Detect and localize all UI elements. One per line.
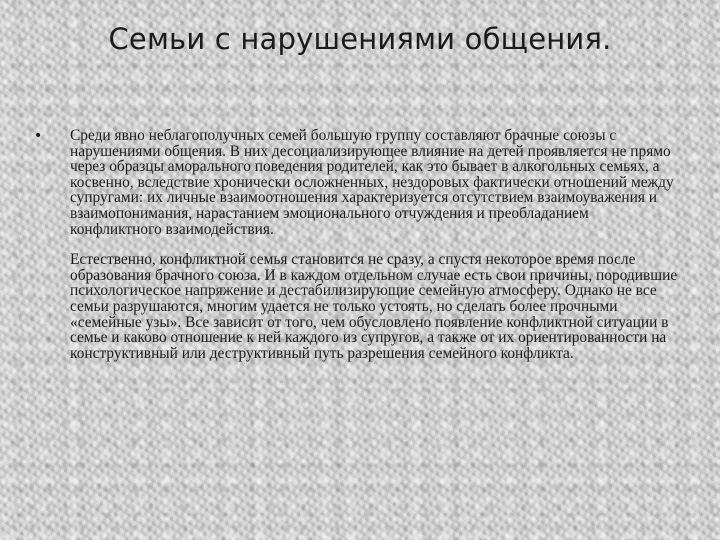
paragraph-1: Среди явно неблагополучных семей большую группу составляют брачные союзы с нарушениями общения. В них десоциализирующее влияние на детей проявляется не прямо через образцы аморального поведения родителей, как это бывает в алкогольных семьях, а косвенно, вследствие хронически осложненных, нездоровых фактически отношений между супругами: их личные взаимоотношения характеризуется отсутствием взаимоуважения и взаимопонимания, нарастанием эмоционального отчуждения и преобладанием конфликтного взаимодействия. — [70, 127, 674, 238]
slide-title: Семьи с нарушениями общения. — [108, 22, 612, 56]
paragraph-2: Естественно, конфликтной семья становится не сразу, а спустя некоторое время после образования брачного союза. И в каждом отдельном случае есть свои причины, породившие психологическое напряжение и дестабилизирующие семейную атмосферу. Однако не все семьи разрушаются, многим удается не только устоять, но сделать более прочными «семейные узы». Все зависит от того, чем обусловлено появление конфликтной ситуации в семье и каково отношение к ней каждого из супругов, а также от их ориентированности на конструктивный или деструктивный путь разрешения семейного конфликта. — [70, 251, 678, 362]
slide-content — [34, 128, 684, 361]
bullet-marker: • — [34, 128, 43, 144]
bullet-item — [34, 128, 684, 237]
